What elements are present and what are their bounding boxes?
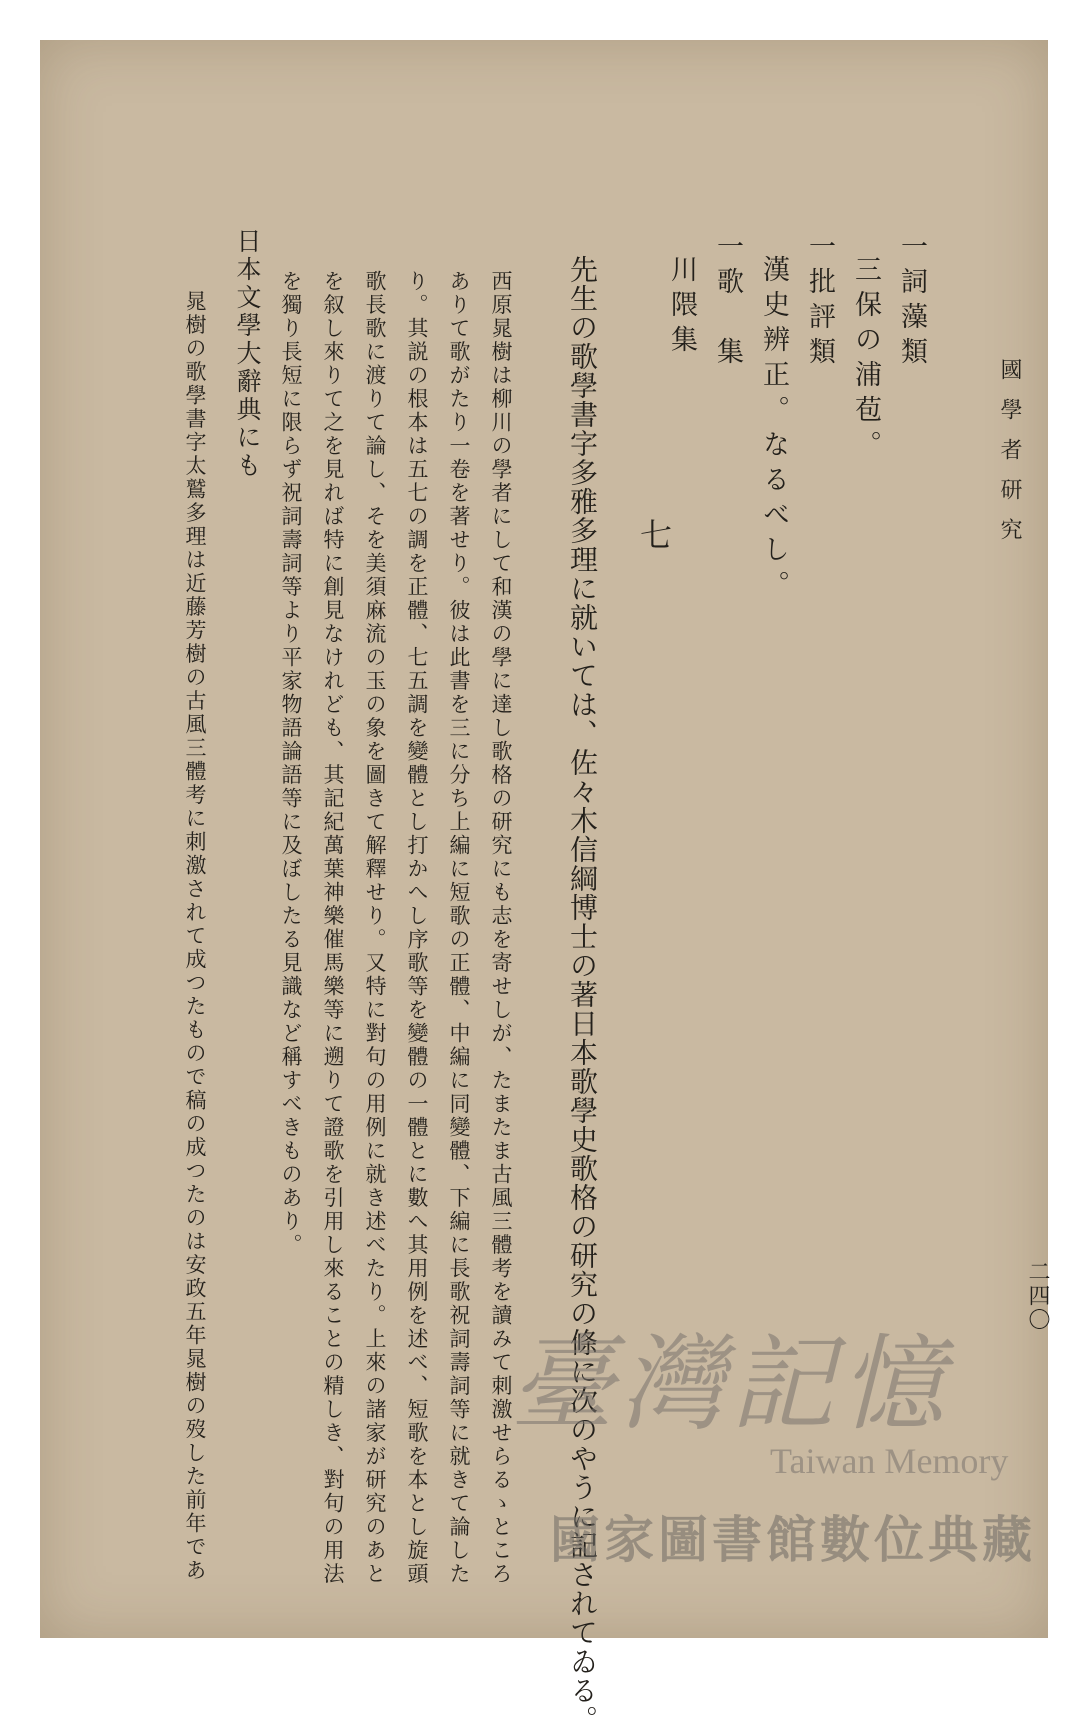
quote-line: 歌長歌に渡りて論し、そを美須麻流の玉の象を圖きて解釋せり。又特に對句の用例に就き述べたり。上來の諸家が研究のあと	[363, 270, 387, 1586]
intro-paragraph: 先生の歌學書字多雅多理に就いては、佐々木信綱博士の著日本歌學史歌格の研究の條に次のやうに記されてゐる。	[566, 255, 599, 1734]
watermark-logo-text: 臺灣記憶	[510, 1323, 951, 1445]
quote-line: を獨り長短に限らず祝詞壽詞等より平家物語論語等に及ぼしたる見識など稱すべきものあり。	[279, 270, 303, 1257]
section-number: 七	[635, 518, 673, 550]
body-paragraph: 晁樹の歌學書字太鷲多理は近藤芳樹の古風三體考に刺激されて成つたもので稿の成つたのは安政五年晁樹の歿した前年であ	[183, 290, 207, 1583]
page-number: 二四〇	[1025, 1260, 1050, 1332]
watermark-institution-text: 國家圖書館數位典藏	[550, 1511, 1036, 1569]
quote-line: ありて歌がたり一卷を著せり。彼は此書を三に分ち上編に短歌の正體、中編に同變體、下編に長歌祝詞壽詞等に就きて論した	[447, 270, 471, 1586]
archive-watermark	[510, 1300, 1070, 1570]
list-item: 漢史辨正。なるべし。	[758, 255, 789, 605]
subheading: 日本文學大辭典にも	[233, 228, 262, 480]
list-item: 一歌 集	[712, 232, 743, 372]
quote-line: 西原晁樹は柳川の學者にして和漢の學に達し歌格の研究にも志を寄せしが、たまたま古風三體考を讀みて刺激せらるゝところ	[489, 270, 513, 1586]
running-header-title: 國學者研究	[997, 358, 1022, 558]
list-item: 一詞藻類	[896, 232, 927, 372]
list-item: 一批評類	[804, 232, 835, 372]
scanned-page	[40, 40, 1050, 1734]
list-item: 川隈集	[666, 255, 697, 360]
watermark-latin-text: Taiwan Memory	[770, 1441, 1009, 1481]
quote-line: り。其説の根本は五七の調を正體、七五調を變體とし打かへし序歌等を變體の一體とに數へ其用例を述べ、短歌を本とし旋頭	[405, 270, 429, 1586]
quote-line: を叙し來りて之を見れば特に創見なけれども、其記紀萬葉神樂催馬樂等に遡りて證歌を引用し來ることの精しき、對句の用法	[321, 270, 345, 1586]
list-item: 三保の浦苞。	[850, 255, 881, 465]
